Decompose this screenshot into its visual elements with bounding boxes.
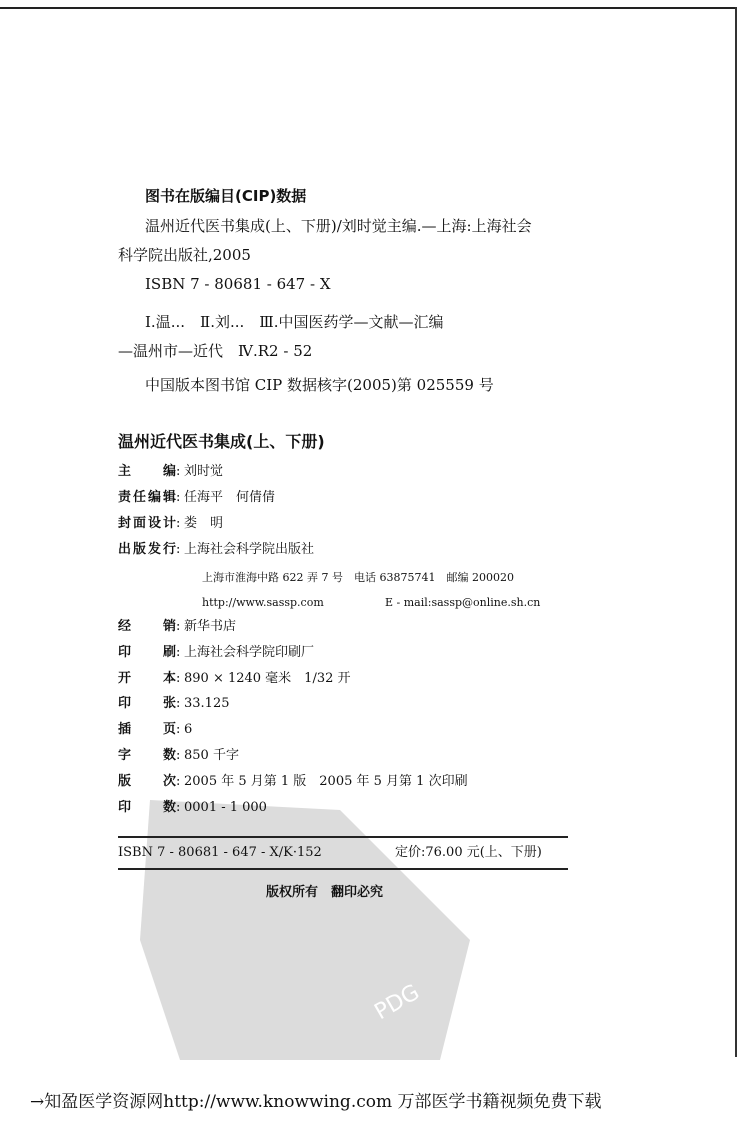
detail-label: 开本 (118, 671, 176, 686)
detail-row: 插页: 6 (118, 722, 193, 737)
top-border (0, 7, 737, 9)
cip-verify: 中国版本图书馆 CIP 数据核字(2005)第 025559 号 (145, 376, 494, 394)
detail-label: 印数 (118, 800, 176, 815)
cip-line: 科学院出版社,2005 (118, 246, 251, 264)
watermark-text: PDG (370, 979, 424, 1026)
detail-label: 插页 (118, 722, 176, 737)
detail-label: 印张 (118, 696, 176, 711)
detail-row: 经销: 新华书店 (118, 619, 237, 634)
detail-row: 印张: 33.125 (118, 696, 230, 711)
divider (118, 868, 568, 870)
publisher-address: 上海市淮海中路 622 弄 7 号 电话 63875741 邮编 200020 (202, 571, 514, 584)
detail-value: 33.125 (184, 696, 230, 711)
detail-value: 刘时觉 (184, 464, 224, 479)
detail-label: 印刷 (118, 645, 176, 660)
divider (118, 836, 568, 838)
cip-subjects: Ⅰ.温... Ⅱ.刘... Ⅲ.中国医药学—文献—汇编 (145, 313, 444, 331)
detail-value: 任海平 何倩倩 (184, 490, 276, 505)
detail-value: 新华书店 (184, 619, 237, 634)
detail-value: 上海社会科学院出版社 (184, 542, 315, 557)
detail-label: 责任编辑 (118, 490, 176, 505)
detail-row: 出版发行: 上海社会科学院出版社 (118, 542, 315, 557)
cip-line: 温州近代医书集成(上、下册)/刘时觉主编.—上海:上海社会 (145, 217, 532, 235)
detail-value: 0001 - 1 000 (184, 800, 267, 815)
price: 定价:76.00 元(上、下册) (395, 845, 542, 860)
detail-label: 经销 (118, 619, 176, 634)
detail-row: 开本: 890 × 1240 毫米 1/32 开 (118, 671, 351, 686)
detail-row: 字数: 850 千字 (118, 748, 239, 763)
detail-value: 2005 年 5 月第 1 版 2005 年 5 月第 1 次印刷 (184, 774, 468, 789)
detail-label: 版次 (118, 774, 176, 789)
publisher-web: http://www.sassp.com (202, 596, 324, 609)
isbn-full: ISBN 7 - 80681 - 647 - X/K·152 (118, 845, 322, 860)
footer-banner: →知盈医学资源网http://www.knowwing.com 万部医学书籍视频免费下载 (30, 1092, 602, 1112)
detail-label: 字数 (118, 748, 176, 763)
cip-heading: 图书在版编目(CIP)数据 (145, 187, 307, 205)
detail-row: 责任编辑: 任海平 何倩倩 (118, 490, 276, 505)
right-border (735, 7, 737, 1057)
cip-subjects: —温州市—近代 Ⅳ.R2 - 52 (118, 342, 313, 360)
detail-row: 印刷: 上海社会科学院印刷厂 (118, 645, 315, 660)
book-title: 温州近代医书集成(上、下册) (118, 432, 325, 451)
detail-row: 版次: 2005 年 5 月第 1 版 2005 年 5 月第 1 次印刷 (118, 774, 468, 789)
detail-value: 6 (184, 722, 193, 737)
publisher-email: E - mail:sassp@online.sh.cn (385, 596, 541, 609)
detail-row: 封面设计: 娄 明 (118, 516, 224, 531)
detail-label: 封面设计 (118, 516, 176, 531)
detail-row: 印数: 0001 - 1 000 (118, 800, 267, 815)
rights-notice: 版权所有 翻印必究 (266, 885, 384, 900)
detail-value: 850 千字 (184, 748, 239, 763)
detail-label: 出版发行 (118, 542, 176, 557)
detail-label: 主编 (118, 464, 176, 479)
detail-row: 主编: 刘时觉 (118, 464, 224, 479)
watermark-seal (140, 790, 480, 1070)
detail-value: 上海社会科学院印刷厂 (184, 645, 315, 660)
cip-isbn: ISBN 7 - 80681 - 647 - X (145, 275, 331, 293)
detail-value: 娄 明 (184, 516, 224, 531)
detail-value: 890 × 1240 毫米 1/32 开 (184, 671, 351, 686)
